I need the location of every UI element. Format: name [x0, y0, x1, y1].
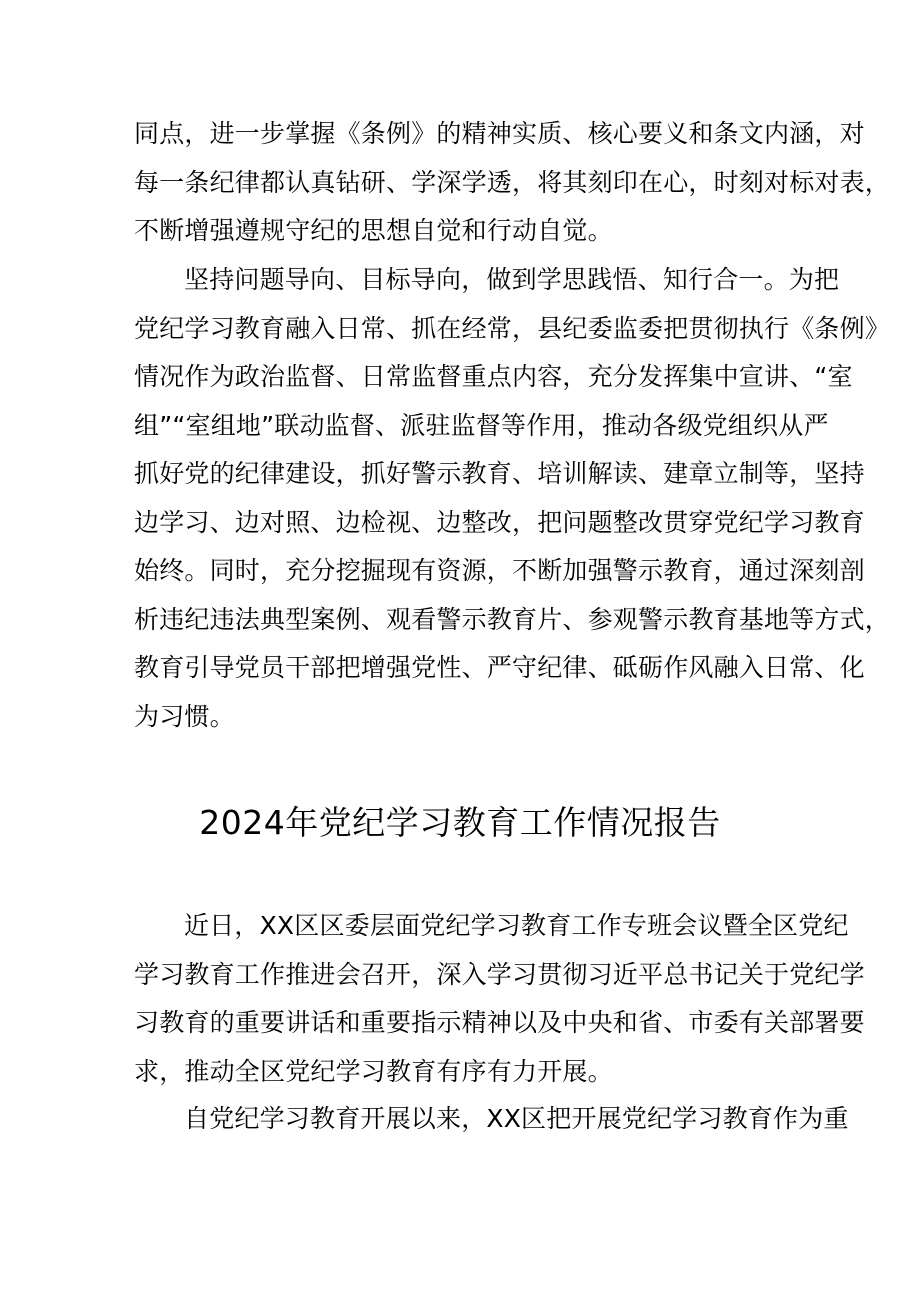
paragraph-line: 每一条纪律都认真钻研、学深学透，将其刻印在心，时刻对标对表， — [134, 167, 891, 197]
paragraph-line: 同点，进一步掌握《条例》的精神实质、核心要义和条文内涵，对 — [134, 119, 865, 148]
paragraph-line: 自党纪学习教育开展以来，XX区把开展党纪学习教育作为重 — [184, 1104, 849, 1133]
paragraph-line: 近日，XX区区委层面党纪学习教育工作专班会议暨全区党纪 — [184, 911, 849, 940]
paragraph-line: 情况作为政治监督、日常监督重点内容，充分发挥集中宣讲、“室 — [134, 362, 853, 391]
paragraph-line: 坚持问题导向、目标导向，做到学思践悟、知行合一。为把 — [184, 265, 840, 294]
paragraph-line: 学习教育工作推进会召开，深入学习贯彻习近平总书记关于党纪学 — [134, 959, 865, 989]
paragraph-line: 不断增强遵规守纪的思想自觉和行动自觉。 — [134, 216, 613, 245]
paragraph-line: 始终。同时，充分挖掘现有资源，不断加强警示教育，通过深刻剖 — [134, 556, 865, 585]
paragraph-line: 抓好党的纪律建设，抓好警示教育、培训解读、建章立制等，坚持 — [134, 459, 865, 488]
paragraph-line: 教育引导党员干部把增强党性、严守纪律、砥砺作风融入日常、化 — [134, 653, 865, 682]
paragraph-line: 为习惯。 — [134, 701, 235, 731]
paragraph-line: 习教育的重要讲话和重要指示精神以及中央和省、市委有关部署要 — [134, 1008, 865, 1037]
paragraph-line: 组”“室组地”联动监督、派驻监督等作用，推动各级党组织从严 — [134, 410, 829, 440]
paragraph-line: 党纪学习教育融入日常、抓在经常，县纪委监委把贯彻执行《条例》 — [134, 313, 891, 343]
paragraph-line: 析违纪违法典型案例、观看警示教育片、参观警示教育基地等方式， — [134, 604, 891, 634]
paragraph-1 — [134, 110, 891, 256]
paragraph-3 — [134, 902, 865, 1096]
report-title: 2024年党纪学习教育工作情况报告 — [199, 803, 721, 842]
paragraph-line: 求，推动全区党纪学习教育有序有力开展。 — [134, 1056, 613, 1086]
paragraph-line: 边学习、边对照、边检视、边整改，把问题整改贯穿党纪学习教育 — [134, 507, 865, 537]
paragraph-4 — [134, 1095, 849, 1144]
paragraph-2 — [134, 256, 891, 741]
